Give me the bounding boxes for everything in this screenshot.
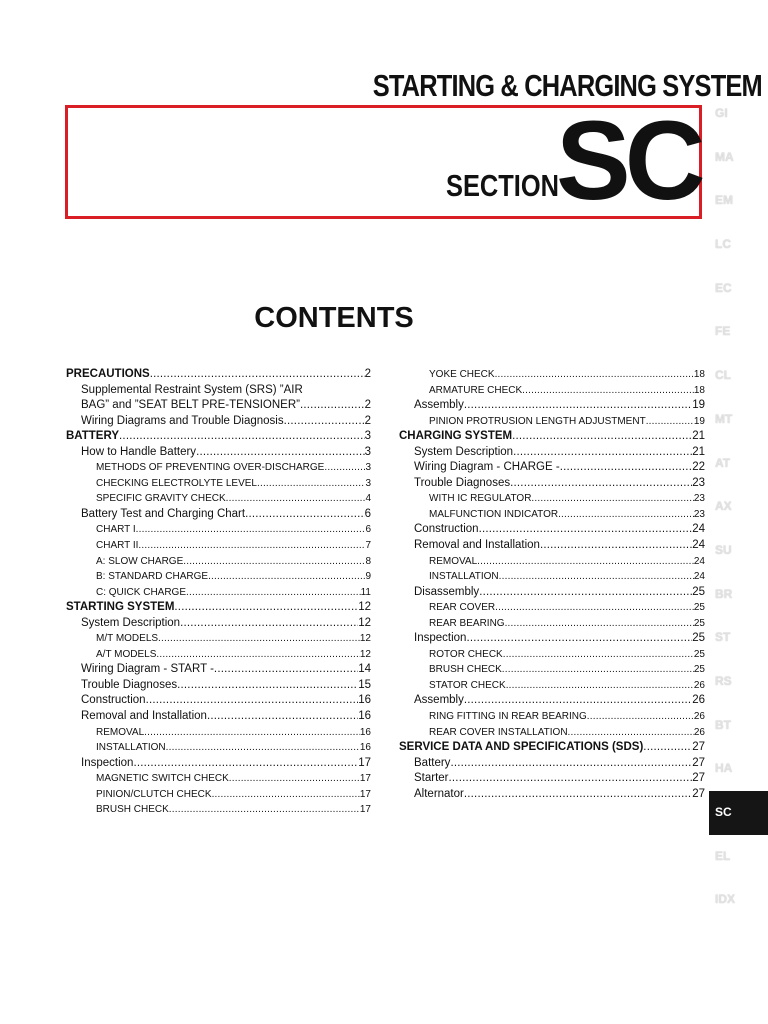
toc-page-number: 26: [693, 726, 705, 738]
toc-entry-title: ARMATURE CHECK: [429, 384, 523, 396]
toc-page-number: 7: [365, 540, 371, 552]
toc-entry[interactable]: [66, 507, 371, 523]
toc-dot-leader: [495, 600, 694, 616]
toc-entry[interactable]: [399, 507, 705, 523]
toc-dot-leader: [522, 383, 694, 399]
section-tab-ec[interactable]: EC: [715, 280, 732, 295]
toc-entry-title: CHART I: [96, 524, 136, 536]
toc-entry-title: MALFUNCTION INDICATOR: [429, 508, 559, 520]
toc-entry[interactable]: [399, 445, 705, 461]
page-title: STARTING & CHARGING SYSTEM: [372, 68, 762, 103]
toc-page-number: 12: [359, 633, 371, 645]
toc-entry[interactable]: [66, 414, 371, 430]
toc-dot-leader: [587, 709, 694, 725]
toc-dot-leader: [257, 476, 365, 492]
toc-dot-leader: [646, 414, 694, 430]
toc-entry[interactable]: [399, 522, 705, 538]
toc-entry-title: Removal and Installation: [81, 710, 207, 723]
toc-dot-leader: [156, 647, 359, 663]
toc-page-number: 3: [365, 477, 371, 489]
toc-entry-title: SPECIFIC GRAVITY CHECK: [96, 493, 226, 505]
toc-page-number: 3: [364, 430, 371, 443]
toc-dot-leader: [464, 398, 692, 414]
toc-entry-title: Assembly: [414, 694, 464, 707]
toc-entry-title: Wiring Diagrams and Trouble Diagnosis: [81, 414, 284, 427]
toc-page-number: 21: [692, 430, 705, 443]
toc-page-number: 17: [358, 756, 371, 769]
toc-entry[interactable]: [399, 538, 705, 554]
toc-page-number: 12: [359, 648, 371, 660]
section-tab-ha[interactable]: HA: [715, 761, 733, 776]
toc-entry-title: Construction: [414, 523, 479, 536]
section-tab-br[interactable]: BR: [715, 586, 733, 601]
toc-page-number: 3: [364, 445, 371, 458]
toc-entry[interactable]: [399, 756, 705, 772]
toc-page-number: 27: [692, 772, 705, 785]
toc-page-number: 26: [693, 679, 705, 691]
toc-entry[interactable]: [66, 631, 371, 647]
toc-entry[interactable]: [66, 740, 371, 756]
toc-dot-leader: [150, 367, 365, 383]
toc-entry-title: PINION PROTRUSION LENGTH ADJUSTMENT: [429, 415, 646, 427]
toc-dot-leader: [169, 802, 360, 818]
toc-dot-leader: [166, 740, 360, 756]
toc-entry[interactable]: [399, 771, 705, 787]
toc-entry[interactable]: [399, 554, 705, 570]
toc-dot-leader: [464, 787, 692, 803]
toc-entry-title: REMOVAL: [429, 555, 478, 567]
toc-entry-title: REMOVAL: [96, 726, 145, 738]
toc-page-number: 25: [693, 648, 705, 660]
toc-page-number: 25: [692, 632, 705, 645]
section-tab-gi[interactable]: GI: [715, 106, 728, 120]
toc-page-number: 18: [693, 384, 705, 396]
toc-entry[interactable]: [66, 693, 371, 709]
toc-entry-title: REAR COVER: [429, 602, 496, 614]
toc-entry-title: Starter: [414, 772, 449, 785]
toc-page-number: 17: [359, 788, 371, 800]
toc-page-number: 27: [692, 741, 705, 754]
toc-entry-title: B: STANDARD CHARGE: [96, 571, 209, 583]
toc-entry[interactable]: [66, 522, 371, 538]
toc-dot-leader: [214, 662, 358, 678]
toc-entry-title: Inspection: [81, 756, 134, 769]
toc-dot-leader: [245, 507, 365, 523]
section-tab-ma[interactable]: MA: [715, 149, 734, 164]
toc-dot-leader: [284, 414, 365, 430]
toc-dot-leader: [208, 569, 365, 585]
toc-entry[interactable]: [399, 460, 705, 476]
toc-entry-title: BRUSH CHECK: [429, 664, 502, 676]
toc-dot-leader: [180, 616, 358, 632]
toc-dot-leader: [119, 429, 365, 445]
toc-dot-leader: [512, 429, 692, 445]
toc-entry-title: Trouble Diagnoses: [81, 678, 178, 691]
toc-page-number: 19: [692, 399, 705, 412]
toc-entry[interactable]: [399, 616, 705, 632]
toc-page-number: 26: [693, 711, 705, 723]
toc-left-column: [66, 367, 371, 818]
toc-page-number: 16: [358, 710, 371, 723]
toc-entry-title: CHARGING SYSTEM: [399, 430, 513, 443]
toc-dot-leader: [174, 600, 358, 616]
toc-entry-title: BATTERY: [66, 430, 120, 443]
toc-entry[interactable]: [66, 491, 371, 507]
toc-page-number: 22: [692, 461, 705, 474]
toc-page-number: 3: [365, 462, 371, 474]
toc-entry-title: INSTALLATION: [96, 742, 166, 754]
toc-page-number: 16: [358, 694, 371, 707]
toc-right-column: [399, 367, 705, 802]
toc-page-number: 6: [365, 524, 371, 536]
toc-dot-leader: [568, 725, 694, 741]
toc-entry[interactable]: [399, 725, 705, 741]
toc-entry[interactable]: [66, 445, 371, 461]
toc-dot-leader: [505, 616, 694, 632]
toc-page-number: 24: [693, 571, 705, 583]
toc-page-number: 17: [359, 773, 371, 785]
toc-page-number: 4: [365, 493, 371, 505]
toc-page-number: 18: [693, 369, 705, 380]
toc-entry-title: Wiring Diagram - START -: [81, 663, 214, 676]
toc-page-number: 2: [364, 414, 371, 427]
toc-dot-leader: [186, 585, 361, 601]
toc-page-number: 16: [359, 726, 371, 738]
toc-entry-title: SERVICE DATA AND SPECIFICATIONS (SDS): [399, 741, 644, 754]
toc-entry-title: A: SLOW CHARGE: [96, 555, 184, 567]
toc-entry-title: INSTALLATION: [429, 571, 499, 583]
toc-entry-title: BRUSH CHECK: [96, 804, 169, 816]
section-tab-ax[interactable]: AX: [715, 499, 732, 514]
toc-entry-title: C: QUICK CHARGE: [96, 586, 187, 598]
toc-entry-title: METHODS OF PREVENTING OVER-DISCHARGE: [96, 462, 325, 474]
toc-dot-leader: [531, 491, 693, 507]
section-tab-su[interactable]: SU: [715, 542, 732, 557]
toc-entry[interactable]: [66, 476, 371, 492]
toc-dot-leader: [499, 569, 694, 585]
toc-entry-title: PRECAUTIONS: [66, 368, 150, 380]
toc-entry[interactable]: [66, 725, 371, 741]
toc-entry-title: A/T MODELS: [96, 648, 157, 660]
toc-entry[interactable]: [66, 538, 371, 554]
toc-entry[interactable]: [66, 460, 371, 476]
toc-page-number: 21: [692, 445, 705, 458]
toc-entry[interactable]: [399, 678, 705, 694]
toc-dot-leader: [212, 787, 360, 803]
toc-page-number: 23: [692, 476, 705, 489]
toc-page-number: 25: [692, 585, 705, 598]
toc-entry[interactable]: [66, 678, 371, 694]
toc-entry-title: Supplemental Restraint System (SRS) ”AIR: [81, 383, 303, 396]
toc-entry[interactable]: [66, 662, 371, 678]
toc-entry[interactable]: [399, 693, 705, 709]
toc-dot-leader: [229, 771, 360, 787]
toc-dot-leader: [479, 585, 692, 601]
toc-page-number: 25: [693, 602, 705, 614]
toc-dot-leader: [324, 460, 365, 476]
toc-dot-leader: [144, 725, 360, 741]
toc-dot-leader: [558, 507, 694, 523]
toc-dot-leader: [300, 398, 365, 414]
toc-entry-title: CHECKING ELECTROLYTE LEVEL: [96, 477, 257, 489]
toc-entry-title: Trouble Diagnoses: [414, 476, 511, 489]
section-tab-st[interactable]: ST: [715, 630, 731, 645]
section-tab-bt[interactable]: BT: [715, 717, 731, 732]
toc-entry[interactable]: [66, 756, 371, 772]
toc-entry-title: REAR COVER INSTALLATION: [429, 726, 568, 738]
toc-dot-leader: [226, 491, 366, 507]
toc-entry[interactable]: [399, 662, 705, 678]
toc-dot-leader: [466, 631, 692, 647]
toc-entry-title: Inspection: [414, 632, 467, 645]
toc-entry[interactable]: [66, 429, 371, 445]
section-tab-mt[interactable]: MT: [715, 411, 733, 426]
toc-page-number: 2: [364, 368, 371, 380]
toc-entry[interactable]: [399, 631, 705, 647]
toc-entry[interactable]: [399, 429, 705, 445]
toc-dot-leader: [540, 538, 692, 554]
toc-page-number: 8: [365, 555, 371, 567]
toc-page-number: 17: [359, 804, 371, 816]
toc-page-number: 14: [358, 663, 371, 676]
toc-entry-title: STATOR CHECK: [429, 679, 506, 691]
toc-entry-title: MAGNETIC SWITCH CHECK: [96, 773, 229, 785]
toc-entry-title: PINION/CLUTCH CHECK: [96, 788, 212, 800]
toc-dot-leader: [502, 662, 694, 678]
toc-entry-title: Assembly: [414, 399, 464, 412]
toc-dot-leader: [503, 647, 694, 663]
toc-dot-leader: [133, 756, 358, 772]
section-tab-at[interactable]: AT: [715, 455, 731, 470]
toc-entry-title: Battery: [414, 756, 451, 769]
toc-page-number: 2: [364, 399, 371, 412]
toc-entry-title: Wiring Diagram - CHARGE -: [414, 461, 560, 474]
toc-page-number: 15: [358, 678, 371, 691]
toc-entry-title: Removal and Installation: [414, 539, 540, 552]
toc-entry-title: ROTOR CHECK: [429, 648, 503, 660]
toc-dot-leader: [450, 756, 692, 772]
toc-entry[interactable]: [399, 647, 705, 663]
toc-entry[interactable]: [66, 616, 371, 632]
toc-entry[interactable]: [66, 554, 371, 570]
toc-page-number: 6: [364, 507, 371, 520]
toc-page-number: 24: [693, 555, 705, 567]
toc-page-number: 25: [693, 617, 705, 629]
toc-entry[interactable]: [66, 585, 371, 601]
toc-entry[interactable]: [399, 709, 705, 725]
toc-entry-title: How to Handle Battery: [81, 445, 197, 458]
toc-dot-leader: [510, 476, 692, 492]
section-tab-rs[interactable]: RS: [715, 673, 732, 688]
toc-entry[interactable]: [66, 367, 371, 383]
toc-dot-leader: [158, 631, 360, 647]
toc-entry[interactable]: [66, 709, 371, 725]
toc-entry[interactable]: [399, 569, 705, 585]
toc-entry[interactable]: [399, 740, 705, 756]
section-tab-cl[interactable]: CL: [715, 368, 731, 383]
toc-entry-title: RING FITTING IN REAR BEARING: [429, 711, 587, 723]
toc-page-number: 27: [692, 787, 705, 800]
toc-entry-title: Alternator: [414, 787, 464, 800]
toc-entry[interactable]: [399, 476, 705, 492]
toc-entry[interactable]: [66, 569, 371, 585]
toc-entry-title: CHART II: [96, 540, 139, 552]
toc-entry-title: WITH IC REGULATOR: [429, 493, 532, 505]
toc-entry-title: System Description: [414, 445, 514, 458]
toc-entry[interactable]: [399, 585, 705, 601]
toc-entry[interactable]: [66, 383, 371, 414]
toc-page-number: 26: [692, 694, 705, 707]
toc-page-number: 11: [360, 586, 371, 598]
toc-dot-leader: [464, 693, 692, 709]
toc-dot-leader: [449, 771, 693, 787]
section-tab-sidebar: [709, 92, 768, 922]
toc-dot-leader: [643, 740, 692, 756]
toc-dot-leader: [479, 522, 693, 538]
toc-dot-leader: [146, 693, 359, 709]
toc-page-number: 9: [365, 571, 371, 583]
toc-dot-leader: [183, 554, 365, 570]
toc-page-number: 12: [358, 616, 371, 629]
toc-dot-leader: [495, 367, 694, 383]
toc-page-number: 12: [358, 601, 371, 614]
section-tab-sc[interactable]: SC: [709, 791, 768, 835]
toc-entry-title-continued: BAG” and ”SEAT BELT PRE-TENSIONER”: [81, 399, 300, 412]
toc-entry-title: M/T MODELS: [96, 633, 159, 645]
toc-page-number: 25: [693, 664, 705, 676]
toc-dot-leader: [207, 709, 358, 725]
toc-page-number: 16: [359, 742, 371, 754]
toc-page-number: 24: [692, 539, 705, 552]
toc-entry[interactable]: [66, 802, 371, 818]
toc-page-number: 23: [693, 508, 705, 520]
toc-entry-title: STARTING SYSTEM: [66, 601, 175, 614]
toc-page-number: 24: [692, 523, 705, 536]
toc-entry[interactable]: [399, 491, 705, 507]
toc-entry[interactable]: [399, 787, 705, 803]
toc-dot-leader: [196, 445, 365, 461]
toc-dot-leader: [506, 678, 694, 694]
toc-page-number: 27: [692, 756, 705, 769]
toc-dot-leader: [177, 678, 358, 694]
section-code: SC: [556, 98, 700, 223]
toc-entry[interactable]: [66, 771, 371, 787]
toc-entry-title: Construction: [81, 694, 146, 707]
section-label: SECTION: [446, 168, 559, 203]
toc-entry[interactable]: [399, 414, 705, 430]
toc-entry[interactable]: [399, 383, 705, 399]
toc-entry-title: Battery Test and Charging Chart: [81, 507, 246, 520]
toc-entry[interactable]: [399, 398, 705, 414]
toc-entry[interactable]: [66, 787, 371, 803]
toc-dot-leader: [136, 522, 366, 538]
toc-entry-title: YOKE CHECK: [429, 369, 495, 380]
toc-page-number: 19: [693, 415, 705, 427]
contents-heading: CONTENTS: [254, 302, 414, 334]
section-tab-em[interactable]: EM: [715, 193, 733, 208]
toc-entry-title: Disassembly: [414, 585, 480, 598]
section-tab-fe[interactable]: FE: [715, 324, 731, 339]
toc-dot-leader: [513, 445, 692, 461]
toc-dot-leader: [138, 538, 365, 554]
toc-dot-leader: [477, 554, 694, 570]
toc-entry[interactable]: [66, 600, 371, 616]
section-tab-lc[interactable]: LC: [715, 237, 731, 252]
toc-dot-leader: [560, 460, 693, 476]
toc-entry[interactable]: [399, 600, 705, 616]
toc-entry[interactable]: [399, 367, 705, 383]
toc-entry[interactable]: [66, 647, 371, 663]
toc-entry-title: System Description: [81, 616, 181, 629]
toc-entry-title: REAR BEARING: [429, 617, 505, 629]
toc-page-number: 23: [693, 493, 705, 505]
section-tab-el[interactable]: EL: [715, 848, 731, 863]
section-tab-idx[interactable]: IDX: [715, 892, 736, 907]
